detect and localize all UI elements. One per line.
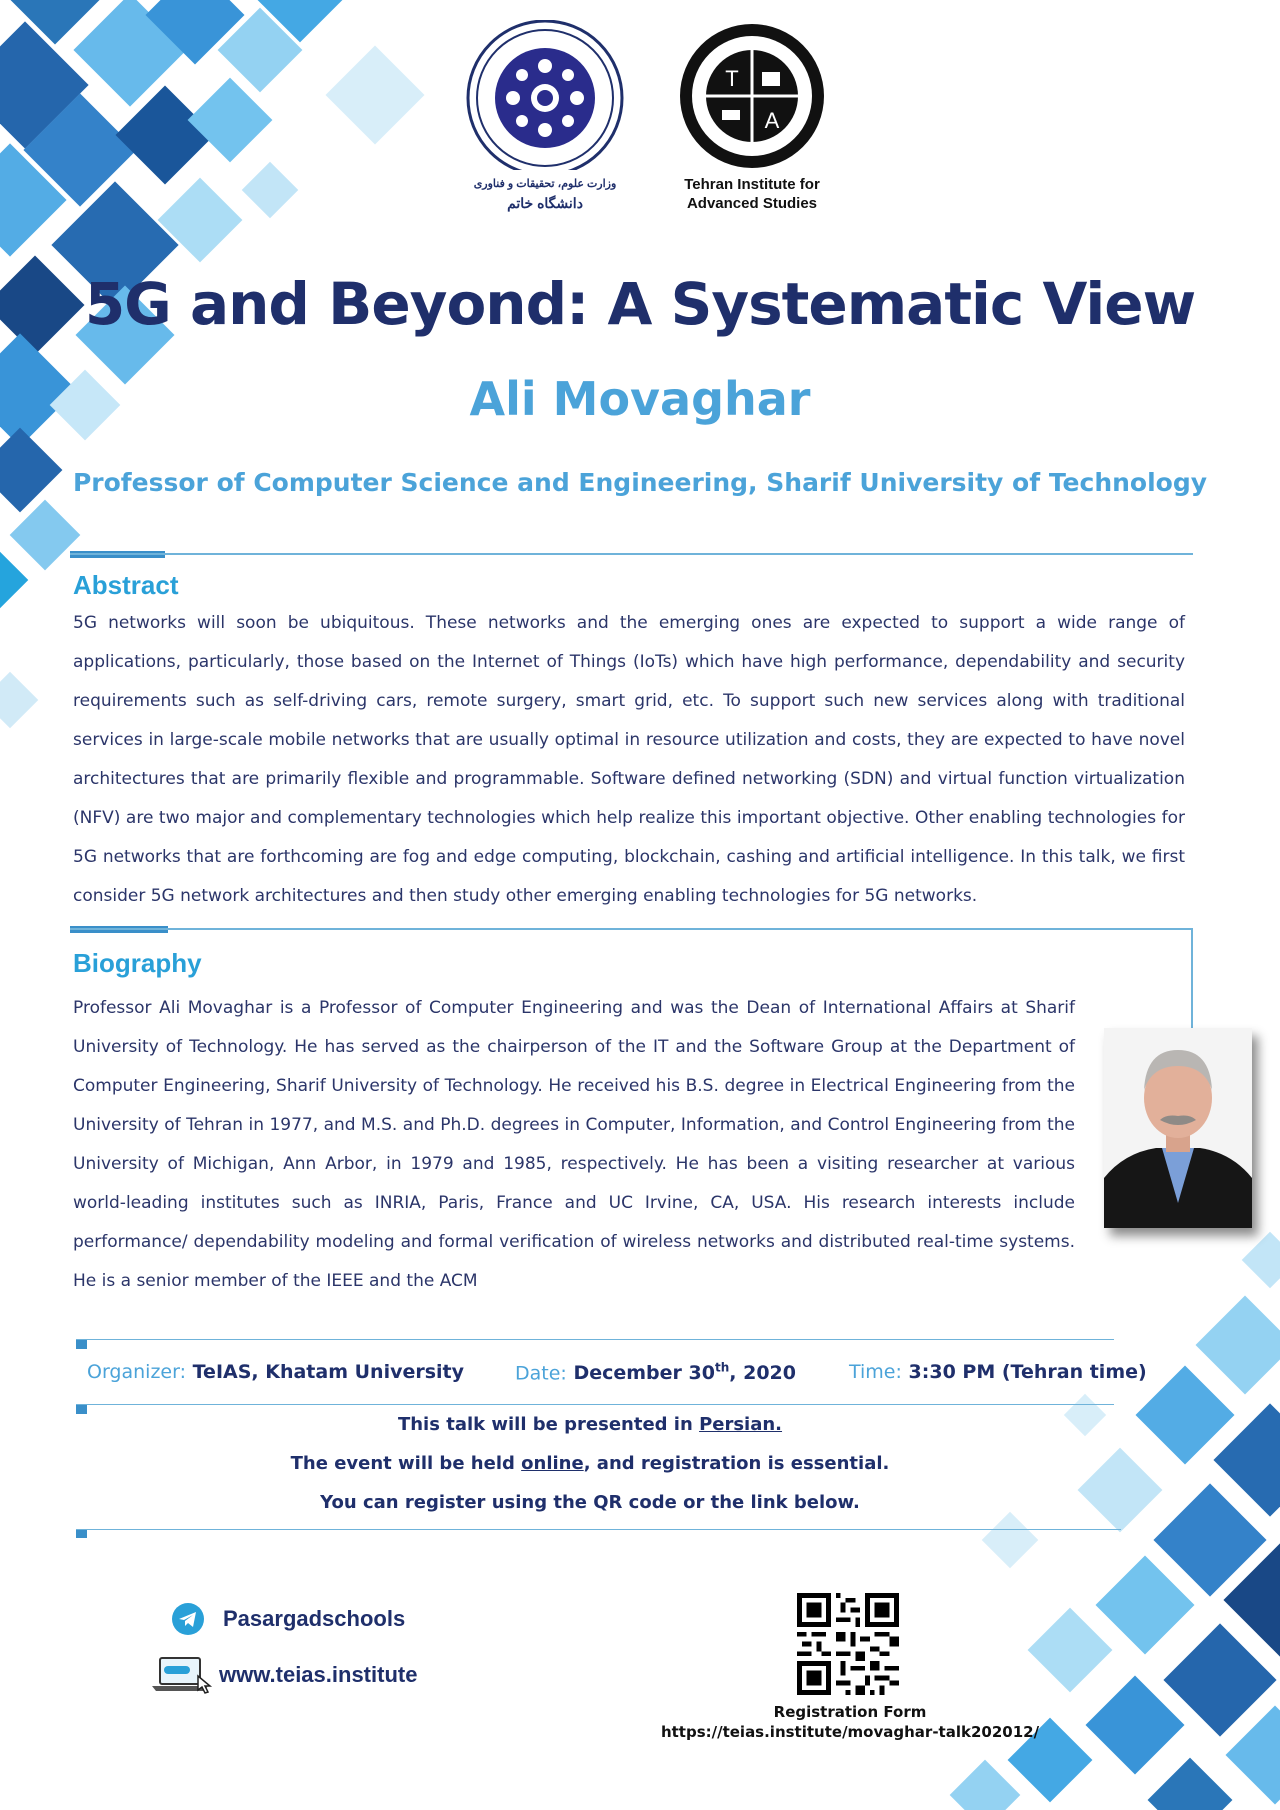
teias-logo xyxy=(672,22,832,212)
organizer-value: TeIAS, Khatam University xyxy=(192,1361,465,1383)
website-url: www.teias.institute xyxy=(219,1662,418,1687)
speaker-affiliation: Professor of Computer Science and Engineering, Sharif University of Technology xyxy=(72,468,1208,497)
abstract-divider xyxy=(70,553,1193,555)
date-value-main: December 30 xyxy=(573,1362,715,1385)
registration-caption: Registration Form xyxy=(773,1703,927,1721)
event-info-bottom-marker xyxy=(76,1529,87,1538)
event-info-mid-line xyxy=(76,1404,1114,1405)
website-contact[interactable] xyxy=(152,1656,417,1694)
time-label: Time: xyxy=(849,1361,902,1383)
register-notice: You can register using the QR code or the link below. xyxy=(320,1492,860,1513)
speaker-photo xyxy=(1104,1028,1252,1228)
date-suffix: th xyxy=(714,1361,730,1375)
date-value xyxy=(573,1362,796,1384)
biography-text: Professor Ali Movaghar is a Professor of Computer Engineering and was the Dean of International Affairs at Sharif University of Technology. He has served as the chairperson of the IT and the Software Group at the Department of Computer Engineering, Sharif University of Technology. He received his B.S. degree in Electrical Engineering from the University of Tehran in 1977, and M.S. and Ph.D. degrees in Computer, Information, and Control Engineering from the University of Michigan, Ann Arbor, in 1979 and 1985, respectively. He has been a visiting researcher at various world-leading institutes such as INRIA, Paris, France and UC Irvine, CA, USA. His research interests include performance/ dependability modeling and formal verification of wireless networks and distributed real-time systems. He is a senior member of the IEEE and the ACM xyxy=(73,998,1075,1291)
khatam-caption-2: دانشگاه خاتم xyxy=(507,195,583,211)
biography-frame-line xyxy=(1191,928,1193,1028)
language-notice-text: This talk will be presented in xyxy=(397,1414,700,1435)
organizer xyxy=(87,1361,464,1383)
event-info-top-line xyxy=(76,1339,1114,1340)
speaker-portrait-icon xyxy=(1104,1028,1252,1228)
event-info-bottom-line xyxy=(76,1529,1121,1530)
qr-code-icon xyxy=(797,1593,899,1695)
event-info-top-marker xyxy=(76,1340,87,1349)
time-value: 3:30 PM (Tehran time) xyxy=(908,1361,1147,1383)
khatam-logo xyxy=(465,20,625,211)
abstract-heading: Abstract xyxy=(73,570,179,600)
registration-qr-code[interactable] xyxy=(797,1593,899,1695)
teias-letter-t: T xyxy=(725,66,739,91)
telegram-contact[interactable] xyxy=(172,1602,405,1636)
biography-divider xyxy=(70,928,1193,930)
online-notice-post: , and registration is essential. xyxy=(583,1453,890,1474)
date-label: Date: xyxy=(515,1362,567,1385)
event-date xyxy=(515,1361,796,1384)
organizer-label: Organizer: xyxy=(87,1361,186,1383)
event-info-mid-marker xyxy=(76,1405,87,1414)
teias-seal-icon xyxy=(672,22,832,170)
abstract-text: 5G networks will soon be ubiquitous. These networks and the emerging ones are expected to support a wide range of applications, particularly, those based on the Internet of Things (IoTs) which have high performance, dependability and security requirements such as self-driving cars, remote surgery, smart grid, etc. To support such new services along with traditional services in large-scale mobile networks that are usually optimal in resource utilization and costs, they are expected to have novel architectures that are primarily flexible and programmable. Software defined networking (SDN) and virtual function virtualization (NFV) are two major and complementary technologies which help realize this important objective. Other enabling technologies for 5G networks that are forthcoming are fog and edge computing, blockchain, cashing and artificial intelligence. In this talk, we first consider 5G network architectures and then study other emerging enabling technologies for 5G networks. xyxy=(73,613,1185,906)
khatam-seal-icon xyxy=(465,20,625,170)
teias-letter-a: A xyxy=(764,108,780,133)
speaker-name: Ali Movaghar xyxy=(469,372,811,426)
online-notice xyxy=(0,1453,1180,1474)
telegram-handle: Pasargadschools xyxy=(223,1606,406,1631)
language-link[interactable]: Persian. xyxy=(699,1414,783,1435)
date-year: , 2020 xyxy=(729,1362,796,1385)
talk-title: 5G and Beyond: A Systematic View xyxy=(84,270,1196,338)
online-link[interactable]: online xyxy=(521,1453,584,1474)
khatam-caption-1: وزارت علوم، تحقیقات و فناوری xyxy=(473,178,617,190)
event-time xyxy=(849,1361,1147,1383)
biography-heading: Biography xyxy=(73,948,202,978)
teias-caption-1: Tehran Institute for xyxy=(684,176,820,193)
laptop-icon xyxy=(152,1656,216,1694)
teias-caption-2: Advanced Studies xyxy=(686,195,818,212)
telegram-icon xyxy=(172,1603,204,1635)
online-notice-pre: The event will be held xyxy=(290,1453,522,1474)
language-notice xyxy=(0,1414,1180,1435)
registration-url[interactable]: https://teias.institute/movaghar-talk202012/ xyxy=(660,1723,1040,1741)
